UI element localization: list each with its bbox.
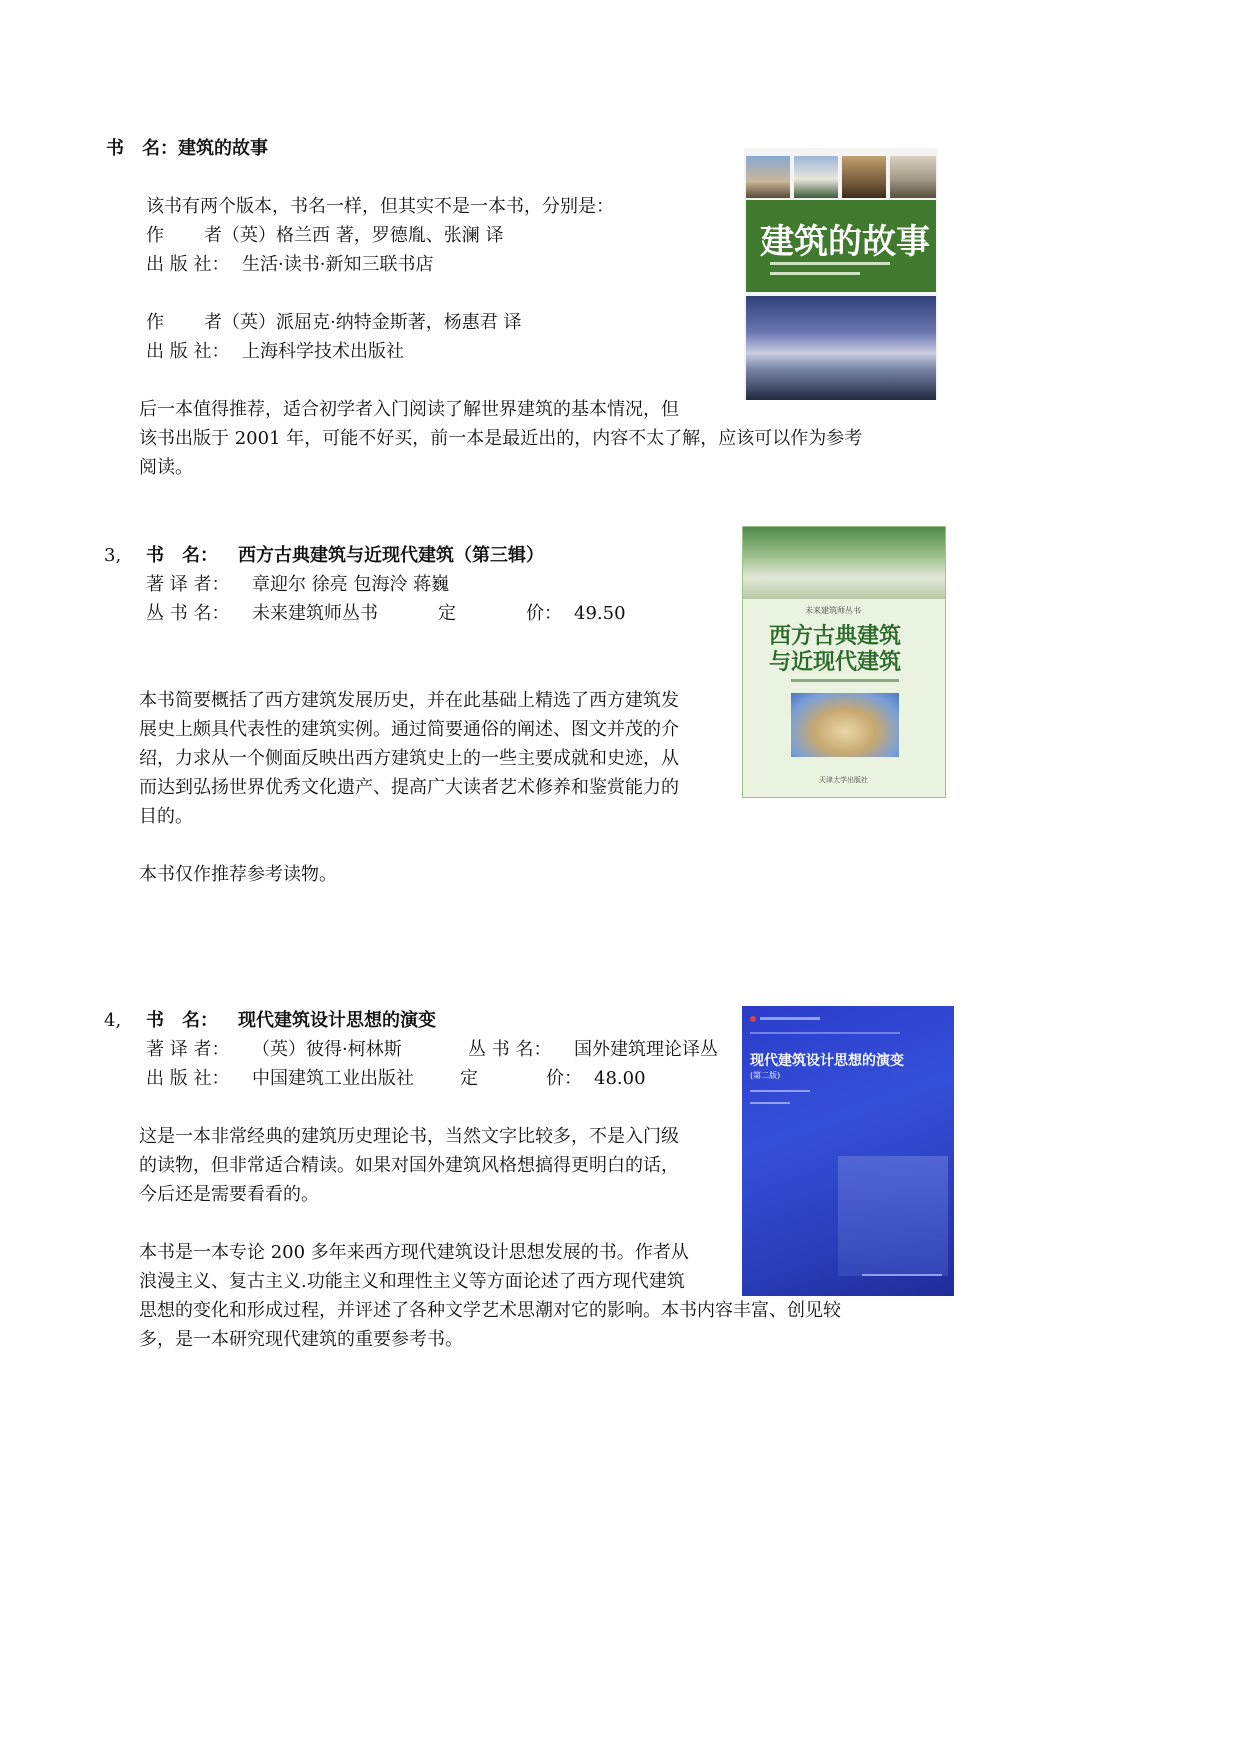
cover-building-sketch (838, 1156, 948, 1276)
book4-publisher: 中国建筑工业出版社 (252, 1068, 414, 1089)
cover-author-line (791, 679, 899, 682)
book3-series-label: 丛 书 名： (146, 603, 230, 624)
book3-desc-line: 本书简要概括了西方建筑发展历史，并在此基础上精选了西方建筑发 (139, 690, 679, 711)
book4-desc-line: 思想的变化和形成过程，并评述了各种文学艺术思潮对它的影响。本书内容丰富、创见较 (139, 1300, 841, 1321)
book1-cover-image (744, 148, 938, 400)
book3-price: 49.50 (574, 603, 626, 624)
book4-title-label: 书 名： (146, 1010, 218, 1031)
book4-cover-image (742, 1006, 954, 1296)
book1-v1-author-label: 作 (146, 225, 164, 246)
book4-desc-line: 本书是一本专论 200 多年来西方现代建筑设计思想发展的书。作者从 (139, 1242, 689, 1263)
book3-cover-publisher: 天津大学出版社 (819, 776, 868, 784)
book3-price-label: 定 (438, 603, 456, 624)
book3-cover-series: 未来建筑师丛书 (805, 606, 861, 615)
book4-series: 国外建筑理论译丛 (574, 1039, 718, 1060)
cover-colosseum-photo (791, 693, 899, 757)
book3-translator-label: 著 译 者： (146, 574, 230, 595)
book1-v1-publisher: 生活·读书·新知三联书店 (242, 254, 434, 275)
cover-author-line (750, 1090, 810, 1092)
book3-cover-title-1: 西方古典建筑 (769, 624, 902, 649)
book4-comment-line: 的读物，但非常适合精读。如果对国外建筑风格想搞得更明白的话， (139, 1155, 679, 1176)
book4-comment-line: 今后还是需要看看的。 (139, 1184, 319, 1205)
book1-v1-publisher-label: 出 版 社： (146, 254, 230, 275)
book3-desc-line: 目的。 (139, 806, 193, 827)
cover-author-line (750, 1102, 790, 1104)
cover-publisher-line (862, 1274, 942, 1276)
cover-photo (890, 156, 936, 198)
book4-comment-line: 这是一本非常经典的建筑历史理论书，当然文字比较多，不是入门级 (139, 1126, 679, 1147)
book3-number: 3, (104, 545, 122, 566)
book4-translator-label: 著 译 者： (146, 1039, 230, 1060)
cover-photo (746, 156, 790, 198)
book4-series-label: 丛 书 名： (468, 1039, 552, 1060)
book3-title-label: 书 名： (146, 545, 218, 566)
book4-price-label: 价： (546, 1068, 582, 1089)
book3-desc-line: 展史上颇具代表性的建筑实例。通过简要通俗的阐述、图文并茂的介 (139, 719, 679, 740)
book1-comment-line: 后一本值得推荐，适合初学者入门阅读了解世界建筑的基本情况，但 (139, 399, 679, 420)
book3-title: 西方古典建筑与近现代建筑（第三辑） (238, 545, 544, 566)
book4-publisher-label: 出 版 社： (146, 1068, 230, 1089)
cover-title-band (746, 200, 936, 292)
cover-photo (842, 156, 886, 198)
book3-price-label: 价： (526, 603, 562, 624)
cover-photo (794, 156, 838, 198)
book3-desc-line: 而达到弘扬世界优秀文化遗产、提高广大读者艺术修养和鉴赏能力的 (139, 777, 679, 798)
book4-translators: （英）彼得·柯林斯 (252, 1039, 402, 1060)
book3-series: 未来建筑师丛书 (252, 603, 378, 624)
book3-translators: 章迎尔 徐亮 包海泠 蒋巍 (252, 574, 450, 595)
book1-v2-author-label: 作 (146, 312, 164, 333)
book1-v2-publisher-label: 出 版 社： (146, 341, 230, 362)
book3-desc-line: 绍，力求从一个侧面反映出西方建筑史上的一些主要成就和史迹，从 (139, 748, 679, 769)
book1-cover-title: 建筑的故事 (760, 222, 930, 262)
cover-facade-photo (743, 527, 946, 599)
book1-v1-author: 者（英）格兰西 著，罗德胤、张澜 译 (204, 225, 504, 246)
book4-price: 48.00 (594, 1068, 646, 1089)
book4-price-label: 定 (460, 1068, 478, 1089)
cover-series-line (760, 1017, 820, 1020)
cover-author-line (770, 272, 860, 275)
book1-comment-line: 该书出版于 2001 年，可能不好买，前一本是最近出的，内容不太了解，应该可以作为参考 (139, 428, 863, 449)
book4-title: 现代建筑设计思想的演变 (238, 1010, 436, 1031)
book1-comment-line: 阅读。 (139, 457, 193, 478)
book4-desc-line: 浪漫主义、复古主义.功能主义和理性主义等方面论述了西方现代建筑 (139, 1271, 685, 1292)
book3-cover-image (742, 526, 946, 798)
book4-desc-line: 多，是一本研究现代建筑的重要参考书。 (139, 1329, 463, 1350)
book3-note: 本书仅作推荐参考读物。 (139, 864, 337, 885)
book1-intro: 该书有两个版本，书名一样，但其实不是一本书，分别是： (146, 196, 614, 217)
book4-number: 4, (104, 1010, 122, 1031)
book1-title: 书 名：建筑的故事 (106, 138, 268, 159)
cover-author-line (770, 262, 890, 265)
cover-series-dot (750, 1016, 756, 1022)
book3-cover-title-2: 与近现代建筑 (769, 650, 902, 675)
cover-english-line (750, 1032, 900, 1034)
book1-v2-publisher: 上海科学技术出版社 (242, 341, 404, 362)
book1-v2-author: 者（英）派屈克·纳特金斯著，杨惠君 译 (204, 312, 522, 333)
book4-cover-title: 现代建筑设计思想的演变 (750, 1053, 904, 1069)
cover-building-photo (746, 296, 936, 400)
book4-cover-edition: (第二版) (750, 1071, 781, 1080)
